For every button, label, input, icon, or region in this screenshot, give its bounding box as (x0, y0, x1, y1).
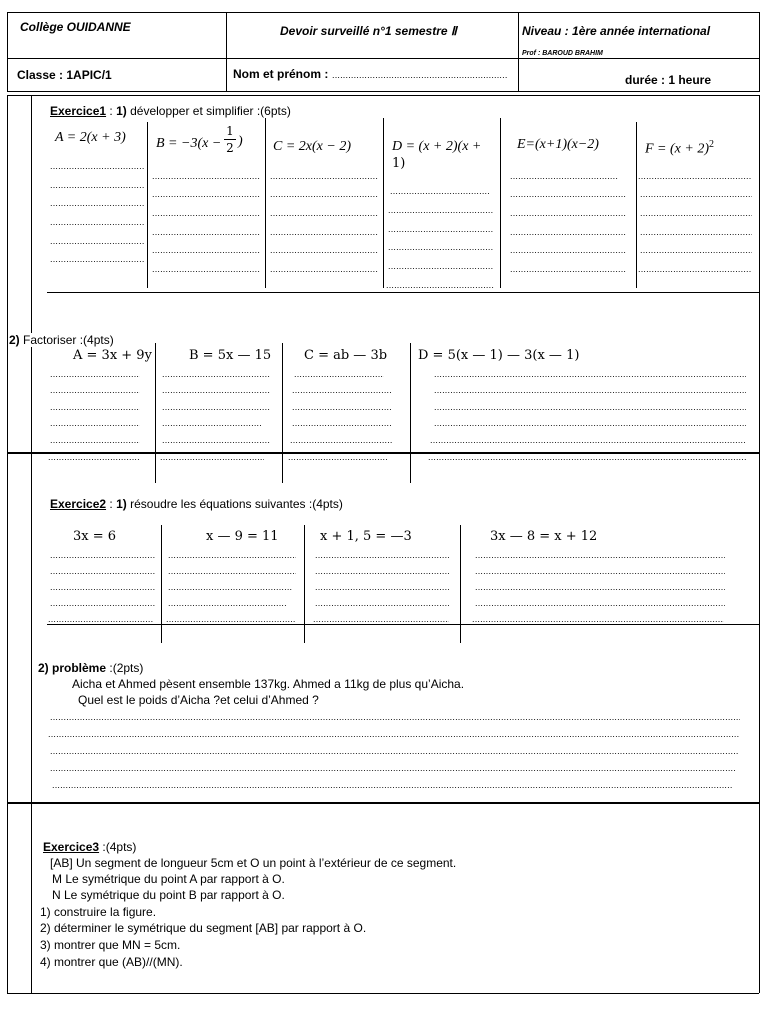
answer-line (290, 435, 392, 445)
answer-line (168, 598, 286, 608)
answer-line (640, 208, 752, 218)
answer-line (388, 261, 494, 271)
answer-line (315, 566, 449, 576)
answer-line (434, 402, 746, 412)
answer-line (48, 452, 140, 462)
answer-line (388, 205, 494, 215)
expr-d-continued: 1) (392, 156, 406, 171)
exercise1-q2-instruction: Factoriser :(4pts) (23, 333, 114, 347)
expr-b: B = −3(x − (156, 136, 222, 151)
equation-2: x — 9 = 11 (206, 529, 279, 544)
answer-line (292, 402, 392, 412)
answer-line (294, 369, 384, 379)
answer-line (50, 550, 156, 560)
answer-line (288, 452, 388, 462)
expr-b-close: ) (238, 134, 243, 149)
answer-line (434, 385, 746, 395)
problem-label: 2) problème (38, 661, 107, 675)
answer-line (510, 264, 626, 274)
exercise3-line: M Le symétrique du point A par rapport à O. (52, 872, 285, 886)
answer-line (152, 264, 260, 274)
answer-line (152, 189, 260, 199)
answer-line (390, 186, 490, 196)
answer-line (50, 254, 144, 264)
answer-line (638, 264, 752, 274)
answer-line (270, 208, 378, 218)
answer-line (162, 418, 262, 428)
answer-line (313, 614, 449, 624)
school-name: Collège OUIDANNE (20, 20, 131, 34)
answer-line (386, 280, 494, 290)
exam-title: Devoir surveillé n°1 semestre Ⅱ (280, 24, 457, 38)
answer-line (152, 171, 260, 181)
answer-line (640, 245, 752, 255)
answer-line (430, 435, 746, 445)
factor-d: D = 5(x — 1) — 3(x — 1) (418, 348, 580, 363)
answer-line (270, 245, 378, 255)
problem-question: Quel est le poids d’Aicha ?et celui d’Ahmed ? (78, 693, 319, 707)
class-label: Classe : 1APIC/1 (17, 68, 112, 82)
answer-line (475, 598, 725, 608)
expr-d: D = (x + 2)(x + (392, 139, 482, 154)
answer-line (475, 550, 725, 560)
answer-line (292, 385, 392, 395)
expr-f: $F = (x + 2)^2$ (645, 139, 714, 157)
answer-line (270, 189, 378, 199)
answer-line (315, 598, 449, 608)
exercise1-q2-number: 2) (9, 333, 20, 347)
answer-line (50, 236, 144, 246)
exercise3-line: N Le symétrique du point B par rapport à O. (52, 888, 285, 902)
answer-line (162, 369, 270, 379)
answer-line (292, 418, 392, 428)
equation-4: 3x — 8 = x + 12 (490, 529, 598, 544)
exercise1-q1-instruction: développer et simplifier :(6pts) (130, 104, 291, 118)
exercise3-line: 2) déterminer le symétrique du segment [AB] par rapport à O. (40, 921, 367, 935)
answer-line (50, 180, 144, 190)
expr-a: A = 2(x + 3) (55, 130, 126, 145)
answer-line (50, 161, 144, 171)
expr-f-exponent: 2 (708, 139, 714, 150)
exercise1-q1-number: 1) (116, 104, 127, 118)
teacher-name: Prof : BAROUD BRAHIM (522, 50, 603, 57)
answer-line (50, 763, 736, 773)
exercise3-line: 4) montrer que (AB)//(MN). (40, 955, 183, 969)
answer-line (475, 582, 725, 592)
equation-1: 3x = 6 (73, 529, 117, 544)
answer-line (510, 208, 626, 218)
level-label: Niveau : 1ère année international (522, 24, 711, 38)
answer-line (472, 614, 724, 624)
answer-line (48, 614, 154, 624)
answer-line (270, 171, 378, 181)
answer-line (510, 189, 626, 199)
expr-b-fraction: 1 2 (224, 124, 236, 155)
exercise3-line: [AB] Un segment de longueur 5cm et O un point à l’extérieur de ce segment. (50, 856, 457, 870)
answer-line (50, 198, 144, 208)
equation-3: x + 1, 5 = —3 (320, 529, 412, 544)
answer-line (434, 369, 746, 379)
answer-line (152, 245, 260, 255)
answer-line (50, 746, 738, 756)
exercise3-line: 1) construire la figure. (40, 905, 157, 919)
answer-line (315, 582, 449, 592)
answer-line (388, 224, 494, 234)
exercise3-line: 3) montrer que MN = 5cm. (40, 938, 181, 952)
answer-line (510, 171, 618, 181)
exercise1-title: Exercice1 (50, 104, 107, 118)
answer-line (152, 208, 260, 218)
duration-label: durée : 1 heure (625, 73, 712, 87)
answer-line (315, 550, 449, 560)
answer-line (52, 780, 732, 790)
exercise2-q1-instruction: résoudre les équations suivantes :(4pts) (130, 497, 343, 511)
answer-line (270, 264, 378, 274)
answer-line (160, 452, 264, 462)
factor-c: C = ab — 3b (304, 348, 388, 363)
exercise3-points: :(4pts) (102, 840, 137, 854)
exercise2-title: Exercice2 (50, 497, 107, 511)
answer-line (162, 385, 270, 395)
answer-line (475, 566, 725, 576)
answer-line (428, 452, 746, 462)
answer-line (510, 227, 626, 237)
answer-line (640, 189, 752, 199)
answer-line (270, 227, 378, 237)
answer-line (50, 217, 144, 227)
problem-points: :(2pts) (109, 661, 144, 675)
expr-c: C = 2x(x − 2) (273, 139, 351, 154)
name-label: Nom et prénom : (233, 67, 329, 81)
answer-line (434, 418, 746, 428)
answer-line (388, 242, 494, 252)
answer-line (152, 227, 260, 237)
answer-line (166, 614, 296, 624)
answer-line (50, 435, 140, 445)
answer-line (638, 171, 752, 181)
answer-line (50, 369, 140, 379)
answer-line (50, 566, 156, 576)
answer-line (162, 435, 270, 445)
answer-line (50, 582, 156, 592)
answer-line (50, 385, 140, 395)
name-field-dots (332, 70, 508, 80)
answer-line (50, 418, 140, 428)
expr-e: E=(x+1)(x−2) (517, 137, 599, 152)
answer-line (640, 227, 752, 237)
factor-b: B = 5x — 15 (189, 348, 272, 363)
answer-line (48, 729, 740, 739)
answer-line (168, 550, 296, 560)
answer-line (510, 245, 626, 255)
exercise2-q1-number: 1) (116, 497, 127, 511)
answer-line (50, 402, 140, 412)
problem-statement: Aicha et Ahmed pèsent ensemble 137kg. Ahmed a 11kg de plus qu’Aicha. (72, 677, 465, 691)
answer-line (168, 582, 292, 592)
factor-a: A = 3x + 9y (73, 348, 152, 363)
exercise3-title: Exercice3 (43, 840, 100, 854)
answer-line (162, 402, 270, 412)
answer-line (50, 712, 740, 722)
answer-line (50, 598, 156, 608)
answer-line (168, 566, 296, 576)
